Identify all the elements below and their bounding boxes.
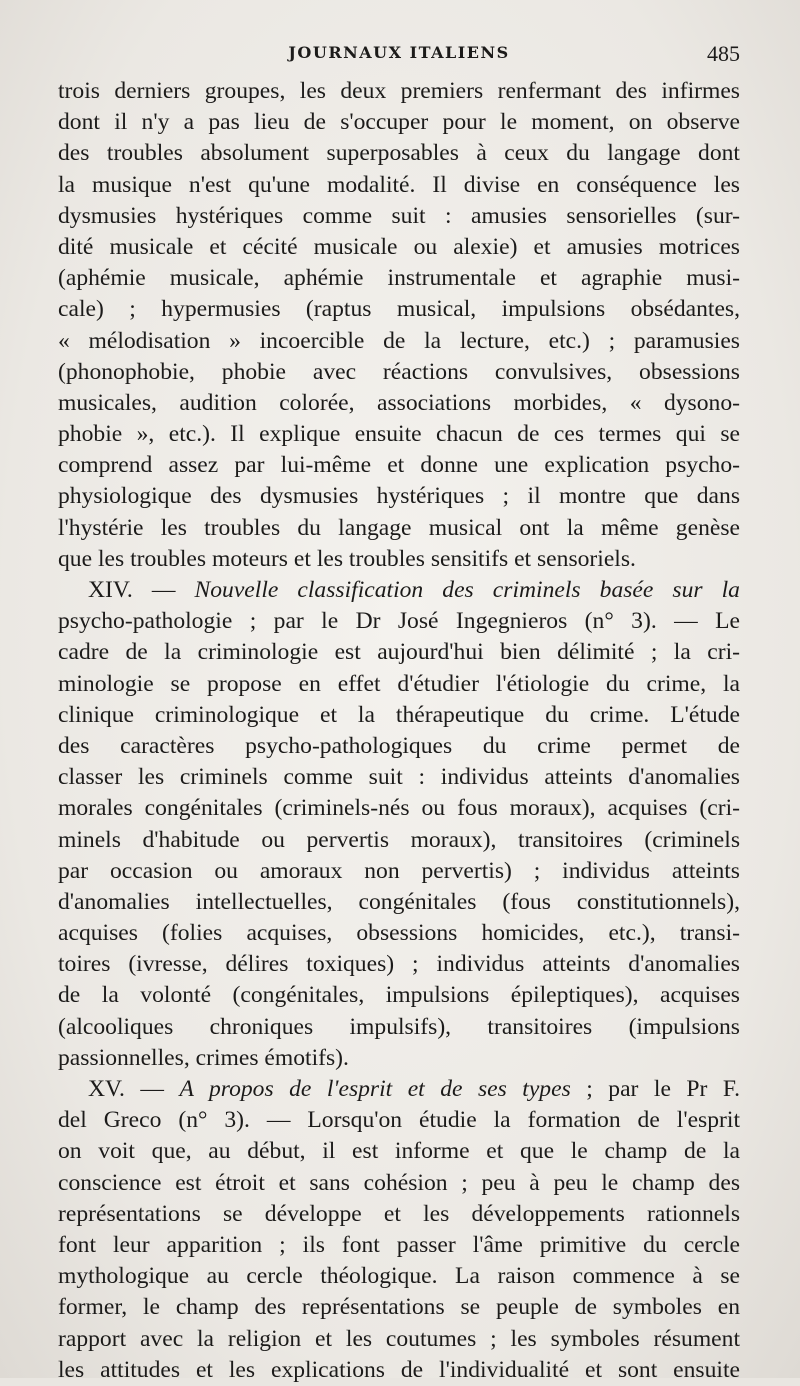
text-line: « mélodisation » incoercible de la lecture, etc.) ; paramusies (58, 327, 740, 354)
text-line: (alcooliques chroniques impulsifs), transitoires (impulsions (58, 1013, 740, 1040)
text-line: cadre de la criminologie est aujourd'hui bien délimité ; la cri- (58, 639, 740, 666)
text-line: musicales, audition colorée, associations morbides, « dysono- (58, 389, 740, 416)
text-line: conscience est étroit et sans cohésion ; peu à peu le champ des (58, 1169, 740, 1196)
text-line: mythologique au cercle théologique. La raison commence à se (58, 1263, 740, 1290)
section-xv-author: ; par le Pr F. (570, 1076, 740, 1102)
section-xv-numeral: XV. — (88, 1076, 165, 1102)
text-line: (aphémie musicale, aphémie instrumentale et agraphie musi- (58, 265, 740, 292)
text-line: (phonophobie, phobie avec réactions convulsives, obsessions (58, 358, 740, 385)
text-line: physiologique des dysmusies hystériques ; il montre que dans (58, 483, 740, 510)
running-title: JOURNAUX ITALIENS (288, 43, 510, 62)
text-line: l'hystérie les troubles du langage musical ont la même genèse (58, 514, 740, 541)
text-line: de la volonté (congénitales, impulsions épileptiques), acquises (58, 982, 740, 1009)
text-line: toires (ivresse, délires toxiques) ; individus atteints d'anomalies (58, 951, 740, 978)
text-line: psycho-pathologie ; par le Dr José Ingegnieros (n° 3). — Le (58, 608, 740, 635)
text-line: on voit que, au début, il est informe et que le champ de la (58, 1138, 740, 1165)
text-line: dité musicale et cécité musicale ou alexie) et amusies motrices (58, 233, 740, 260)
text-line: dysmusies hystériques comme suit : amusies sensorielles (sur- (58, 202, 740, 229)
text-line: la musique n'est qu'une modalité. Il divise en conséquence les (58, 171, 740, 198)
section-xv-heading (58, 1074, 740, 1105)
page-header (58, 43, 740, 73)
text-line: d'anomalies intellectuelles, congénitales (fous constitutionnels), (58, 888, 740, 915)
section-xiv-heading (58, 575, 740, 606)
text-line: morales congénitales (criminels-nés ou fous moraux), acquises (cri- (58, 795, 740, 822)
text-line: par occasion ou amoraux non pervertis) ; individus atteints (58, 857, 740, 884)
text-line: del Greco (n° 3). — Lorsqu'on étudie la formation de l'esprit (58, 1107, 740, 1134)
text-line: clinique criminologique et la thérapeutique du crime. L'étude (58, 701, 740, 728)
page-number: 485 (707, 41, 740, 66)
text-line: acquises (folies acquises, obsessions homicides, etc.), transi- (58, 920, 740, 947)
text-line: trois derniers groupes, les deux premiers renfermant des infirmes (58, 78, 740, 104)
text-line: former, le champ des représentations se peuple de symboles en (58, 1294, 740, 1321)
text-line: comprend assez par lui-même et donne une explication psycho- (58, 452, 740, 479)
text-line: phobie », etc.). Il explique ensuite chacun de ces termes qui se (58, 421, 740, 448)
text-line: des troubles absolument superposables à ceux du langage dont (58, 140, 740, 167)
section-xiv-numeral: XIV. — (88, 577, 176, 603)
text-line: passionnelles, crimes émotifs). (58, 1044, 349, 1071)
section-xv-title: A propos de l'esprit et de ses types (179, 1076, 571, 1102)
text-line: dont il n'y a pas lieu de s'occuper pour le moment, on observe (58, 109, 740, 136)
text-line: que les troubles moteurs et les troubles sensitifs et sensoriels. (58, 545, 636, 572)
text-line: des caractères psycho-pathologiques du crime permet de (58, 732, 740, 759)
text-line: classer les criminels comme suit : individus atteints d'anomalies (58, 764, 740, 791)
text-line: font leur apparition ; ils font passer l'âme primitive du cercle (58, 1231, 740, 1258)
text-line: minels d'habitude ou pervertis moraux), transitoires (criminels (58, 826, 740, 853)
text-line: représentations se développe et les développements rationnels (58, 1200, 740, 1227)
text-line: les attitudes et les explications de l'individualité et sont ensuite (58, 1356, 740, 1383)
body-text (58, 76, 740, 1386)
section-xiv-title: Nouvelle classification des criminels basée sur la (194, 577, 740, 603)
text-line: cale) ; hypermusies (raptus musical, impulsions obsédantes, (58, 296, 740, 323)
text-line: minologie se propose en effet d'étudier l'étiologie du crime, la (58, 670, 740, 697)
text-line: rapport avec la religion et les coutumes ; les symboles résument (58, 1325, 740, 1352)
